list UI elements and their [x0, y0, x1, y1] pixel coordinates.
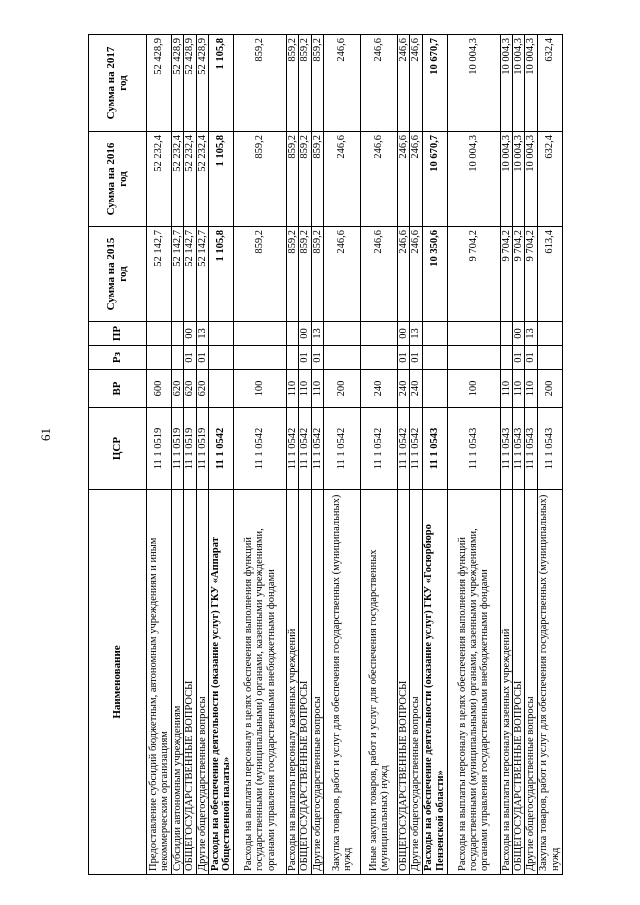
row-pr [233, 322, 286, 346]
row-rz [208, 346, 233, 370]
row-csr: 11 1 0542 [299, 408, 311, 490]
header-vr: ВР [89, 370, 147, 408]
row-csr: 11 1 0519 [184, 408, 196, 490]
table-row [447, 35, 500, 875]
table-row [512, 35, 524, 875]
row-sum-2015: 52 142,7 [147, 227, 172, 322]
table-row [184, 35, 196, 875]
row-csr: 11 1 0543 [447, 408, 500, 490]
row-vr: 620 [196, 370, 208, 408]
row-pr: 13 [525, 322, 537, 346]
row-name: ОБЩЕГОСУДАРСТВЕННЫЕ ВОПРОСЫ [299, 490, 311, 875]
row-sum-2017: 10 670,7 [422, 35, 447, 132]
row-sum-2016: 859,2 [311, 132, 323, 227]
row-sum-2017: 52 428,9 [147, 35, 172, 132]
row-vr [208, 370, 233, 408]
table-row [397, 35, 409, 875]
row-sum-2016: 246,6 [397, 132, 409, 227]
row-csr: 11 1 0543 [512, 408, 524, 490]
header-sum-2017: Сумма на 2017 год [89, 35, 147, 132]
row-sum-2017: 246,6 [360, 35, 397, 132]
row-vr: 600 [147, 370, 172, 408]
row-sum-2016: 859,2 [286, 132, 298, 227]
row-vr: 110 [311, 370, 323, 408]
row-sum-2017: 859,2 [233, 35, 286, 132]
header-pr: ПР [89, 322, 147, 346]
table-row [208, 35, 233, 875]
row-sum-2015: 52 142,7 [172, 227, 184, 322]
row-vr: 100 [447, 370, 500, 408]
table-row [172, 35, 184, 875]
row-rz [422, 346, 447, 370]
row-pr [208, 322, 233, 346]
row-sum-2016: 246,6 [323, 132, 360, 227]
row-rz: 01 [299, 346, 311, 370]
row-pr [500, 322, 512, 346]
row-sum-2016: 52 232,4 [147, 132, 172, 227]
row-csr: 11 1 0542 [360, 408, 397, 490]
row-rz [360, 346, 397, 370]
row-vr: 110 [525, 370, 537, 408]
row-rz: 01 [525, 346, 537, 370]
row-csr: 11 1 0542 [323, 408, 360, 490]
row-sum-2016: 52 232,4 [196, 132, 208, 227]
row-sum-2017: 10 004,3 [525, 35, 537, 132]
row-pr [147, 322, 172, 346]
budget-table [88, 34, 563, 875]
row-name: Предоставление субсидий бюджетным, автономным учреждениям и иным некоммерческим организациям [147, 490, 172, 875]
row-sum-2017: 52 428,9 [172, 35, 184, 132]
row-vr: 200 [537, 370, 562, 408]
row-vr: 200 [323, 370, 360, 408]
row-csr: 11 1 0542 [397, 408, 409, 490]
row-sum-2015: 859,2 [299, 227, 311, 322]
row-sum-2017: 246,6 [323, 35, 360, 132]
row-rz [233, 346, 286, 370]
row-pr: 13 [410, 322, 422, 346]
row-vr: 110 [500, 370, 512, 408]
row-sum-2016: 10 670,7 [422, 132, 447, 227]
table-row [196, 35, 208, 875]
table-row [525, 35, 537, 875]
row-sum-2015: 246,6 [410, 227, 422, 322]
table-row [286, 35, 298, 875]
row-sum-2015: 1 105,8 [208, 227, 233, 322]
row-vr: 110 [299, 370, 311, 408]
row-pr: 00 [512, 322, 524, 346]
row-sum-2015: 246,6 [323, 227, 360, 322]
row-csr: 11 1 0543 [500, 408, 512, 490]
row-sum-2015: 246,6 [397, 227, 409, 322]
row-name: Расходы на обеспечение деятельности (оказание услуг) ГКУ «Госюрбюро Пензенской области» [422, 490, 447, 875]
table-row [422, 35, 447, 875]
row-vr: 110 [286, 370, 298, 408]
row-name: Другие общегосударственные вопросы [525, 490, 537, 875]
row-rz: 01 [397, 346, 409, 370]
row-vr: 620 [172, 370, 184, 408]
row-csr: 11 1 0542 [233, 408, 286, 490]
row-csr: 11 1 0519 [147, 408, 172, 490]
row-sum-2017: 1 105,8 [208, 35, 233, 132]
row-pr [172, 322, 184, 346]
row-pr [537, 322, 562, 346]
row-csr: 11 1 0542 [311, 408, 323, 490]
row-name: ОБЩЕГОСУДАРСТВЕННЫЕ ВОПРОСЫ [512, 490, 524, 875]
row-sum-2017: 246,6 [397, 35, 409, 132]
row-csr: 11 1 0542 [286, 408, 298, 490]
row-sum-2016: 52 232,4 [172, 132, 184, 227]
row-rz: 01 [184, 346, 196, 370]
row-rz [172, 346, 184, 370]
row-sum-2016: 52 232,4 [184, 132, 196, 227]
row-csr: 11 1 0542 [410, 408, 422, 490]
row-sum-2017: 52 428,9 [184, 35, 196, 132]
row-name: Расходы на обеспечение деятельности (оказание услуг) ГКУ «Аппарат Общественной палаты» [208, 490, 233, 875]
row-sum-2016: 632,4 [537, 132, 562, 227]
table-row [360, 35, 397, 875]
row-sum-2017: 859,2 [311, 35, 323, 132]
row-pr: 00 [184, 322, 196, 346]
row-sum-2017: 10 004,3 [512, 35, 524, 132]
row-sum-2017: 859,2 [286, 35, 298, 132]
row-sum-2015: 859,2 [311, 227, 323, 322]
row-pr: 00 [299, 322, 311, 346]
row-sum-2016: 859,2 [233, 132, 286, 227]
header-sum-2015: Сумма на 2015 год [89, 227, 147, 322]
table-row [537, 35, 562, 875]
table-row [233, 35, 286, 875]
row-csr: 11 1 0543 [525, 408, 537, 490]
table-row [500, 35, 512, 875]
row-sum-2017: 632,4 [537, 35, 562, 132]
row-pr: 13 [311, 322, 323, 346]
row-sum-2015: 246,6 [360, 227, 397, 322]
row-pr [360, 322, 397, 346]
row-sum-2016: 246,6 [410, 132, 422, 227]
row-pr [323, 322, 360, 346]
row-sum-2016: 10 004,3 [447, 132, 500, 227]
row-sum-2015: 52 142,7 [184, 227, 196, 322]
row-csr: 11 1 0542 [208, 408, 233, 490]
row-sum-2017: 10 004,3 [500, 35, 512, 132]
row-vr: 620 [184, 370, 196, 408]
row-name: Расходы на выплаты персоналу казенных учреждений [500, 490, 512, 875]
row-pr [286, 322, 298, 346]
row-vr [422, 370, 447, 408]
row-sum-2015: 9 704,2 [447, 227, 500, 322]
rotated-page [88, 35, 561, 875]
row-sum-2015: 859,2 [286, 227, 298, 322]
header-name: Наименование [89, 490, 147, 875]
row-vr: 240 [410, 370, 422, 408]
row-rz [286, 346, 298, 370]
header-rz: Рз [89, 346, 147, 370]
row-pr [447, 322, 500, 346]
row-csr: 11 1 0519 [172, 408, 184, 490]
row-sum-2015: 10 350,6 [422, 227, 447, 322]
row-sum-2016: 859,2 [299, 132, 311, 227]
row-sum-2017: 52 428,9 [196, 35, 208, 132]
table-row [323, 35, 360, 875]
row-sum-2016: 10 004,3 [500, 132, 512, 227]
row-rz [147, 346, 172, 370]
table-row [147, 35, 172, 875]
row-name: ОБЩЕГОСУДАРСТВЕННЫЕ ВОПРОСЫ [397, 490, 409, 875]
row-sum-2015: 9 704,2 [525, 227, 537, 322]
table-header-row [89, 35, 147, 875]
row-rz [323, 346, 360, 370]
row-sum-2017: 859,2 [299, 35, 311, 132]
row-name: Расходы на выплаты персоналу в целях обеспечения выполнения функций государственными (муниципальными) органами, казенными учреждениями, органами управления государственными внебюджетными фондами [447, 490, 500, 875]
row-vr: 110 [512, 370, 524, 408]
table-row [410, 35, 422, 875]
row-vr: 240 [397, 370, 409, 408]
table-row [311, 35, 323, 875]
row-name: Расходы на выплаты персоналу в целях обеспечения выполнения функций государственными (муниципальными) органами, казенными учреждениями, органами управления государственными внебюджетными фондами [233, 490, 286, 875]
row-name: Закупка товаров, работ и услуг для обеспечения государственных (муниципальных) нужд [323, 490, 360, 875]
row-csr: 11 1 0519 [196, 408, 208, 490]
row-rz: 01 [311, 346, 323, 370]
row-sum-2015: 613,4 [537, 227, 562, 322]
table-row [299, 35, 311, 875]
row-sum-2017: 10 004,3 [447, 35, 500, 132]
row-name: Другие общегосударственные вопросы [196, 490, 208, 875]
row-rz [537, 346, 562, 370]
row-name: Другие общегосударственные вопросы [311, 490, 323, 875]
row-sum-2017: 246,6 [410, 35, 422, 132]
header-csr: ЦСР [89, 408, 147, 490]
row-name: Иные закупки товаров, работ и услуг для обеспечения государственных (муниципальных) нужд [360, 490, 397, 875]
row-name: Субсидии автономным учреждениям [172, 490, 184, 875]
header-sum-2016: Сумма на 2016 год [89, 132, 147, 227]
row-sum-2016: 10 004,3 [512, 132, 524, 227]
row-name: Закупка товаров, работ и услуг для обеспечения государственных (муниципальных) нужд [537, 490, 562, 875]
row-name: Другие общегосударственные вопросы [410, 490, 422, 875]
row-rz [447, 346, 500, 370]
row-rz: 01 [512, 346, 524, 370]
row-name: ОБЩЕГОСУДАРСТВЕННЫЕ ВОПРОСЫ [184, 490, 196, 875]
row-sum-2016: 246,6 [360, 132, 397, 227]
row-pr: 00 [397, 322, 409, 346]
row-csr: 11 1 0543 [537, 408, 562, 490]
row-pr: 13 [196, 322, 208, 346]
row-rz: 01 [410, 346, 422, 370]
table-body [147, 35, 563, 875]
row-name: Расходы на выплаты персоналу казенных учреждений [286, 490, 298, 875]
row-rz [500, 346, 512, 370]
row-sum-2016: 1 105,8 [208, 132, 233, 227]
row-vr: 240 [360, 370, 397, 408]
row-sum-2015: 859,2 [233, 227, 286, 322]
row-sum-2015: 9 704,2 [512, 227, 524, 322]
row-rz: 01 [196, 346, 208, 370]
row-pr [422, 322, 447, 346]
row-vr: 100 [233, 370, 286, 408]
row-csr: 11 1 0543 [422, 408, 447, 490]
row-sum-2015: 52 142,7 [196, 227, 208, 322]
row-sum-2015: 9 704,2 [500, 227, 512, 322]
page-number: 61 [38, 428, 53, 441]
row-sum-2016: 10 004,3 [525, 132, 537, 227]
